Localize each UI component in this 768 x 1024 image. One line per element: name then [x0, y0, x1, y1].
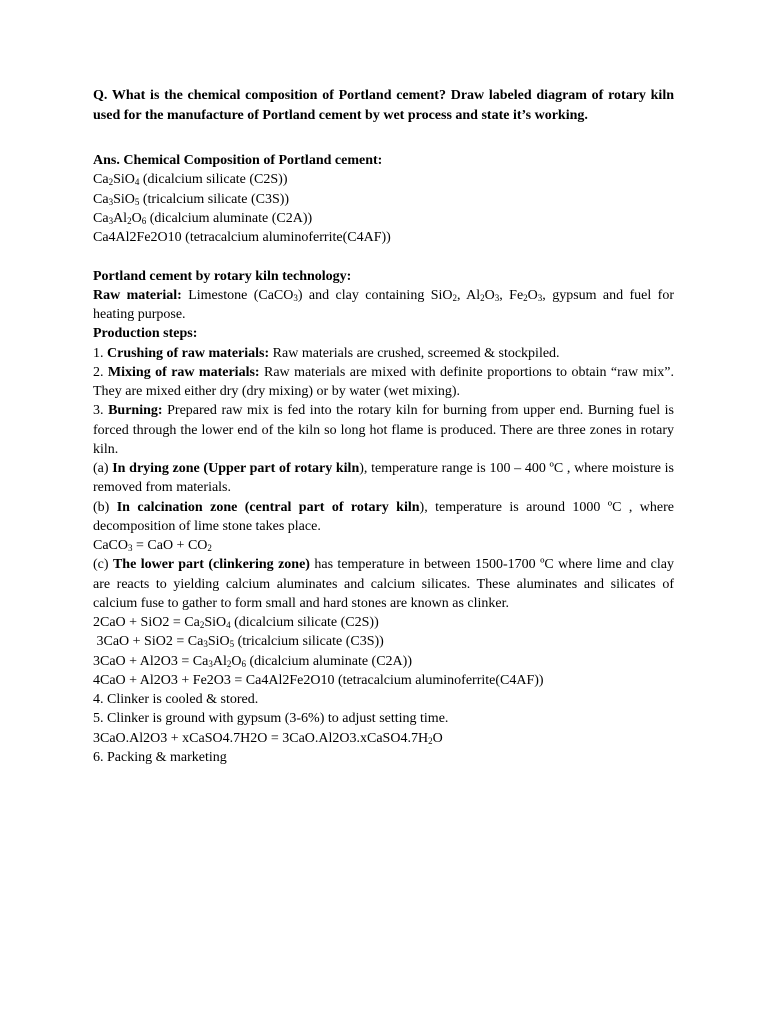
- step-packing: 6. Packing & marketing: [93, 749, 227, 765]
- production-steps-heading: Production steps:: [93, 326, 198, 342]
- step-cooling: 4. Clinker is cooled & stored.: [93, 692, 259, 707]
- answer-heading: Ans. Chemical Composition of Portland cement:: [93, 153, 383, 168]
- composition-c4af: Ca4Al2Fe2O10 (tetracalcium aluminoferrite(C4AF)): [93, 230, 391, 245]
- equation-c4af: 4CaO + Al2O3 + Fe2O3 = Ca4Al2Fe2O10 (tetracalcium aluminoferrite(C4AF)): [93, 672, 544, 688]
- equation-c3s: $3CaO + SiO2 = Ca_3SiO_5$ (tricalcium silicate (C3S)): [93, 634, 384, 650]
- zone-clinkering: (c) The lower part (clinkering zone) has temperature in between 1500-1700 ºC where lime and clay are reacts to yielding calcium aluminates and calcium silicates. These aluminates and silicates of calcium fuse to gather to form small and hard stones are known as clinker.: [93, 557, 674, 611]
- composition-c2s: $Ca_2SiO_4$ (dicalcium silicate (C2S)): [93, 172, 288, 188]
- question-text: Q. What is the chemical composition of Portland cement? Draw labeled diagram of rotary kiln used for the manufacture of Portland cement by wet process and state it’s working.: [93, 88, 674, 123]
- answer-body: [93, 151, 674, 767]
- blank-line: [93, 247, 674, 266]
- step-grinding: 5. Clinker is ground with gypsum (3-6%) to adjust setting time.: [93, 711, 449, 727]
- equation-c2s: $2CaO + SiO2 = Ca_2SiO_4$ (dicalcium silicate (C2S)): [93, 615, 379, 630]
- equation-c2a: $3CaO + Al2O3 = Ca_3Al_2O_6$ (dicalcium aluminate (C2A)): [93, 653, 412, 669]
- equation-calcination: CaCO$_3$ = CaO + $CO_2$: [93, 538, 212, 553]
- step-crushing: 1. Crushing of raw materials: Raw materials are crushed, screemed & stockpiled.: [93, 345, 560, 361]
- zone-calcination: (b) In calcination zone (central part of rotary kiln), temperature is around 1000 ºC , where decomposition of lime stone takes place.: [93, 499, 674, 534]
- rotary-kiln-heading: Portland cement by rotary kiln technology:: [93, 268, 352, 284]
- raw-material-paragraph: Raw material: Limestone (CaCO$_3$) and clay containing SiO$_2$, $Al_2O_3$, $Fe_2O_3$, gypsum and fuel for heating purpose.: [93, 287, 675, 322]
- step-mixing: 2. Mixing of raw materials: Raw materials are mixed with definite proportions to obtain “raw mix”. They are mixed either dry (dry mixing) or by water (wet mixing).: [93, 364, 674, 399]
- composition-c3s: $Ca_3SiO_5$ (tricalcium silicate (C3S)): [93, 191, 290, 207]
- step-burning: 3. Burning: Prepared raw mix is fed into the rotary kiln for burning from upper end. Burning fuel is forced through the lower end of the kiln so long hot flame is produced. There are three zones in rotary kiln.: [93, 403, 675, 457]
- equation-gypsum: 3CaO.Al2O3 + xCaSO4.7H2O = $3CaO.Al2O3.xCaSO4.7H_2O$: [93, 730, 443, 746]
- composition-c2a: $Ca_3Al_2O_6$ (dicalcium aluminate (C2A)): [93, 210, 313, 226]
- zone-drying: (a) In drying zone (Upper part of rotary kiln), temperature range is 100 – 400 ºC , where moisture is removed from materials.: [93, 461, 674, 496]
